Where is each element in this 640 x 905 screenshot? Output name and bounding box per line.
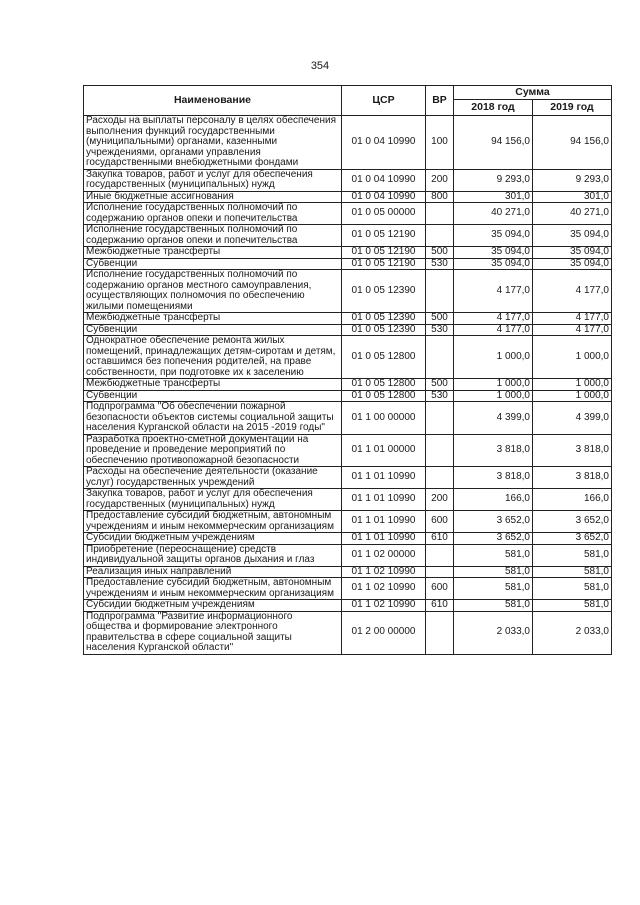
- table-row: [84, 544, 612, 566]
- row-sum-2019: 9 293,0: [533, 169, 612, 191]
- row-vr: 600: [426, 578, 454, 600]
- table-row: [84, 336, 612, 379]
- row-name: Расходы на выплаты персоналу в целях обеспечения выполнения функций государственными (муниципальными) органами, казенными учреждениями, органами управления государственными внебюджетными фондами: [84, 116, 342, 170]
- row-vr: 500: [426, 247, 454, 259]
- page-number: 354: [310, 60, 330, 72]
- row-sum-2019: 94 156,0: [533, 116, 612, 170]
- row-csr: 01 0 05 12390: [342, 270, 426, 313]
- row-sum-2018: 94 156,0: [454, 116, 533, 170]
- row-name: Субвенции: [84, 258, 342, 270]
- row-sum-2018: 166,0: [454, 489, 533, 511]
- row-vr: 500: [426, 379, 454, 391]
- row-csr: 01 1 02 10990: [342, 566, 426, 578]
- row-vr: 530: [426, 390, 454, 402]
- row-csr: 01 1 01 10990: [342, 467, 426, 489]
- header-csr: ЦСР: [342, 86, 426, 116]
- row-vr: 530: [426, 324, 454, 336]
- row-csr: 01 0 05 12800: [342, 336, 426, 379]
- row-vr: 200: [426, 489, 454, 511]
- row-name: Субсидии бюджетным учреждениям: [84, 533, 342, 545]
- row-name: Межбюджетные трансферты: [84, 313, 342, 325]
- row-sum-2018: 1 000,0: [454, 336, 533, 379]
- row-vr: 610: [426, 533, 454, 545]
- table-row: [84, 313, 612, 325]
- row-sum-2018: 3 652,0: [454, 511, 533, 533]
- row-vr: 200: [426, 169, 454, 191]
- row-sum-2018: 40 271,0: [454, 203, 533, 225]
- table-row: [84, 225, 612, 247]
- row-csr: 01 1 01 10990: [342, 489, 426, 511]
- table-row: [84, 467, 612, 489]
- row-sum-2018: 301,0: [454, 191, 533, 203]
- row-vr: 530: [426, 258, 454, 270]
- row-sum-2019: 4 177,0: [533, 313, 612, 325]
- table-row: [84, 566, 612, 578]
- table-row: [84, 489, 612, 511]
- row-name: Подпрограмма "Об обеспечении пожарной безопасности объектов системы социальной защиты населения Курганской области на 2015 -2019 годы": [84, 402, 342, 435]
- table-header: [84, 86, 612, 116]
- row-sum-2018: 581,0: [454, 544, 533, 566]
- row-sum-2018: 3 818,0: [454, 434, 533, 467]
- row-vr: [426, 566, 454, 578]
- table-row: [84, 258, 612, 270]
- budget-table: [83, 85, 612, 655]
- row-name: Предоставление субсидий бюджетным, автономным учреждениям и иным некоммерческим организациям: [84, 511, 342, 533]
- row-sum-2019: 166,0: [533, 489, 612, 511]
- row-sum-2019: 35 094,0: [533, 225, 612, 247]
- table-body: [84, 116, 612, 655]
- table-row: [84, 402, 612, 435]
- row-name: Реализация иных направлений: [84, 566, 342, 578]
- row-sum-2018: 2 033,0: [454, 611, 533, 654]
- row-csr: 01 0 05 12190: [342, 247, 426, 259]
- table-row: [84, 203, 612, 225]
- row-sum-2019: 35 094,0: [533, 247, 612, 259]
- row-csr: 01 1 01 10990: [342, 511, 426, 533]
- row-sum-2019: 35 094,0: [533, 258, 612, 270]
- table-row: [84, 247, 612, 259]
- row-sum-2018: 35 094,0: [454, 258, 533, 270]
- row-sum-2019: 301,0: [533, 191, 612, 203]
- table-row: [84, 379, 612, 391]
- row-sum-2019: 3 652,0: [533, 511, 612, 533]
- row-vr: [426, 336, 454, 379]
- row-vr: 500: [426, 313, 454, 325]
- row-name: Исполнение государственных полномочий по содержанию органов местного самоуправления, осуществляющих полномочия по обеспечению жилыми помещениями: [84, 270, 342, 313]
- row-csr: 01 0 05 12800: [342, 390, 426, 402]
- table-row: [84, 600, 612, 612]
- row-csr: 01 0 04 10990: [342, 191, 426, 203]
- row-csr: 01 0 05 12390: [342, 313, 426, 325]
- row-name: Подпрограмма "Развитие информационного общества и формирование электронного правительства в сфере социальной защиты населения Курганской области": [84, 611, 342, 654]
- table-row: [84, 390, 612, 402]
- row-csr: 01 0 04 10990: [342, 169, 426, 191]
- row-sum-2018: 581,0: [454, 600, 533, 612]
- row-csr: 01 1 02 10990: [342, 600, 426, 612]
- row-vr: [426, 270, 454, 313]
- row-sum-2019: 3 818,0: [533, 434, 612, 467]
- row-vr: [426, 611, 454, 654]
- row-csr: 01 1 02 00000: [342, 544, 426, 566]
- header-vr: ВР: [426, 86, 454, 116]
- row-name: Закупка товаров, работ и услуг для обеспечения государственных (муниципальных) нужд: [84, 489, 342, 511]
- row-name: Субвенции: [84, 324, 342, 336]
- row-name: Расходы на обеспечение деятельности (оказание услуг) государственных учреждений: [84, 467, 342, 489]
- row-vr: [426, 203, 454, 225]
- row-csr: 01 0 05 12390: [342, 324, 426, 336]
- row-sum-2018: 4 399,0: [454, 402, 533, 435]
- row-sum-2018: 3 818,0: [454, 467, 533, 489]
- row-sum-2018: 1 000,0: [454, 390, 533, 402]
- row-csr: 01 0 05 12190: [342, 258, 426, 270]
- row-vr: 100: [426, 116, 454, 170]
- row-vr: [426, 544, 454, 566]
- row-csr: 01 2 00 00000: [342, 611, 426, 654]
- row-name: Закупка товаров, работ и услуг для обеспечения государственных (муниципальных) нужд: [84, 169, 342, 191]
- row-sum-2018: 4 177,0: [454, 313, 533, 325]
- row-sum-2019: 4 177,0: [533, 324, 612, 336]
- row-sum-2019: 4 177,0: [533, 270, 612, 313]
- row-csr: 01 0 04 10990: [342, 116, 426, 170]
- table-row: [84, 116, 612, 170]
- row-vr: 800: [426, 191, 454, 203]
- row-vr: [426, 467, 454, 489]
- row-csr: 01 1 01 10990: [342, 533, 426, 545]
- row-csr: 01 1 02 10990: [342, 578, 426, 600]
- row-csr: 01 0 05 12800: [342, 379, 426, 391]
- row-sum-2019: 581,0: [533, 578, 612, 600]
- table-row: [84, 191, 612, 203]
- row-name: Однократное обеспечение ремонта жилых помещений, принадлежащих детям-сиротам и детям, оставшимся без попечения родителей, на праве собственности, при подготовке их к заселению: [84, 336, 342, 379]
- row-vr: 610: [426, 600, 454, 612]
- row-sum-2019: 40 271,0: [533, 203, 612, 225]
- table-row: [84, 511, 612, 533]
- table-row: [84, 270, 612, 313]
- row-sum-2019: 4 399,0: [533, 402, 612, 435]
- row-name: Исполнение государственных полномочий по содержанию органов опеки и попечительства: [84, 203, 342, 225]
- row-name: Межбюджетные трансферты: [84, 379, 342, 391]
- row-sum-2018: 35 094,0: [454, 225, 533, 247]
- row-vr: [426, 434, 454, 467]
- row-sum-2018: 581,0: [454, 578, 533, 600]
- row-sum-2019: 3 818,0: [533, 467, 612, 489]
- row-csr: 01 0 05 00000: [342, 203, 426, 225]
- row-csr: 01 1 01 00000: [342, 434, 426, 467]
- header-year-2018: 2018 год: [454, 100, 533, 116]
- table-row: [84, 324, 612, 336]
- row-name: Исполнение государственных полномочий по содержанию органов опеки и попечительства: [84, 225, 342, 247]
- row-name: Межбюджетные трансферты: [84, 247, 342, 259]
- row-sum-2019: 1 000,0: [533, 390, 612, 402]
- row-name: Предоставление субсидий бюджетным, автономным учреждениям и иным некоммерческим организациям: [84, 578, 342, 600]
- row-sum-2019: 1 000,0: [533, 379, 612, 391]
- row-sum-2019: 1 000,0: [533, 336, 612, 379]
- row-name: Приобретение (переоснащение) средств индивидуальной защиты органов дыхания и глаз: [84, 544, 342, 566]
- header-year-2019: 2019 год: [533, 100, 612, 116]
- row-sum-2018: 9 293,0: [454, 169, 533, 191]
- row-vr: [426, 225, 454, 247]
- row-sum-2018: 4 177,0: [454, 270, 533, 313]
- row-name: Иные бюджетные ассигнования: [84, 191, 342, 203]
- row-sum-2019: 581,0: [533, 544, 612, 566]
- table-row: [84, 533, 612, 545]
- table-row: [84, 169, 612, 191]
- row-sum-2018: 3 652,0: [454, 533, 533, 545]
- row-sum-2019: 3 652,0: [533, 533, 612, 545]
- row-csr: 01 0 05 12190: [342, 225, 426, 247]
- row-csr: 01 1 00 00000: [342, 402, 426, 435]
- row-name: Субвенции: [84, 390, 342, 402]
- row-sum-2018: 35 094,0: [454, 247, 533, 259]
- table-row: [84, 434, 612, 467]
- row-name: Субсидии бюджетным учреждениям: [84, 600, 342, 612]
- row-name: Разработка проектно-сметной документации на проведение и проведение мероприятий по обеспечению противопожарной безопасности: [84, 434, 342, 467]
- row-sum-2018: 581,0: [454, 566, 533, 578]
- row-vr: [426, 402, 454, 435]
- table-row: [84, 578, 612, 600]
- header-sum: Сумма: [454, 86, 612, 100]
- row-sum-2018: 1 000,0: [454, 379, 533, 391]
- row-sum-2018: 4 177,0: [454, 324, 533, 336]
- table-row: [84, 611, 612, 654]
- row-sum-2019: 581,0: [533, 600, 612, 612]
- row-sum-2019: 581,0: [533, 566, 612, 578]
- row-vr: 600: [426, 511, 454, 533]
- row-sum-2019: 2 033,0: [533, 611, 612, 654]
- header-name: Наименование: [84, 86, 342, 116]
